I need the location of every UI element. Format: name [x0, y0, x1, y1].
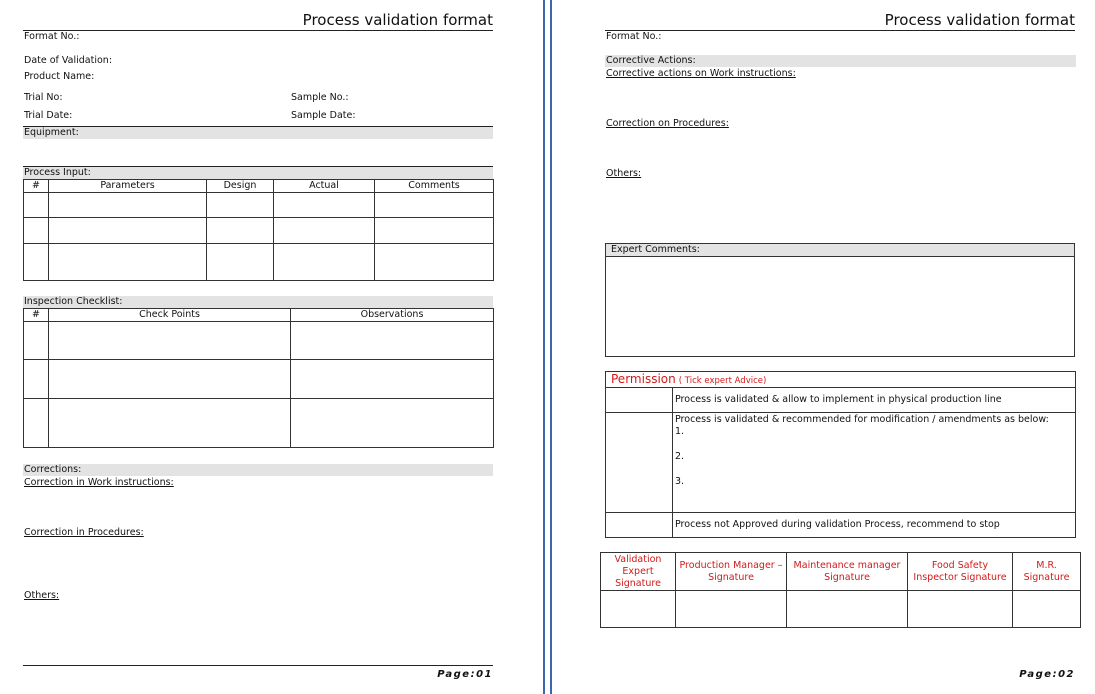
signature-cell[interactable] [676, 591, 787, 628]
list-item: 2. [675, 451, 685, 462]
permission-header [606, 372, 1076, 388]
sample-no-label: Sample No.: [291, 92, 349, 103]
inspection-table [23, 308, 494, 448]
page-title: Process validation format [302, 11, 493, 29]
equipment-label: Equipment: [24, 127, 79, 138]
tick-cell[interactable] [606, 388, 673, 413]
signature-header: Maintenance manager Signature [787, 553, 908, 591]
permission-option: Process is validated & recommended for modification / amendments as below: [675, 414, 1049, 425]
signature-cell[interactable] [908, 591, 1013, 628]
corrections-bar [23, 464, 493, 476]
signature-header: Validation Expert Signature [601, 553, 676, 591]
product-name-label: Product Name: [24, 71, 95, 82]
table-row [606, 413, 1076, 513]
footer-rule [23, 665, 493, 666]
process-input-label: Process Input: [24, 167, 91, 178]
corrective-actions-label: Corrective Actions: [606, 55, 696, 66]
permission-sub: ( Tick expert Advice) [678, 375, 767, 386]
correction-procedures-label: Correction in Procedures: [24, 527, 144, 538]
others-label: Others: [606, 168, 642, 179]
table-row [24, 193, 494, 218]
permission-option: Process not Approved during validation Process, recommend to stop [673, 513, 1076, 538]
column-header: Parameters [49, 180, 207, 193]
table-row [24, 244, 494, 281]
column-header: # [24, 180, 49, 193]
table-row [601, 591, 1081, 628]
correction-work-label: Correction in Work instructions: [24, 477, 174, 488]
tick-cell[interactable] [606, 513, 673, 538]
signature-header: M.R. Signature [1013, 553, 1081, 591]
page-divider [543, 0, 545, 694]
table-row [24, 322, 494, 360]
signature-cell[interactable] [787, 591, 908, 628]
process-input-table [23, 179, 494, 281]
table-row [24, 399, 494, 448]
column-header: Design [207, 180, 274, 193]
format-no-label: Format No.: [606, 31, 662, 42]
expert-comments-box [605, 243, 1075, 357]
sample-date-label: Sample Date: [291, 110, 356, 121]
permission-heading: Permission [611, 371, 676, 386]
table-row [606, 513, 1076, 538]
equipment-bar [23, 127, 493, 139]
date-of-validation-label: Date of Validation: [24, 55, 113, 66]
table-row [24, 218, 494, 244]
signature-header: Food Safety Inspector Signature [908, 553, 1013, 591]
title-rule [23, 30, 493, 31]
column-header: Actual [274, 180, 375, 193]
title-rule [605, 30, 1075, 31]
list-item: 3. [675, 476, 685, 487]
list-item: 1. [675, 426, 685, 437]
page-number: Page:02 [1019, 669, 1075, 680]
corrections-label: Corrections: [24, 464, 82, 475]
inspection-label: Inspection Checklist: [24, 296, 123, 307]
column-header: Observations [291, 309, 494, 322]
permission-table [605, 371, 1076, 538]
column-header: Check Points [49, 309, 291, 322]
table-row [24, 360, 494, 399]
table-row [606, 388, 1076, 413]
others-label: Others: [24, 590, 60, 601]
trial-date-label: Trial Date: [24, 110, 73, 121]
permission-option: Process is validated & allow to implement in physical production line [673, 388, 1076, 413]
process-input-bar [23, 166, 493, 179]
page-1 [0, 0, 540, 694]
page-number: Page:01 [437, 669, 493, 680]
column-header: # [24, 309, 49, 322]
trial-no-label: Trial No: [24, 92, 63, 103]
permission-option-cell [673, 413, 1076, 513]
column-header: Comments [375, 180, 494, 193]
correction-procedures-label: Correction on Procedures: [606, 118, 729, 129]
expert-comments-label: Expert Comments: [606, 244, 1075, 257]
signature-cell[interactable] [1013, 591, 1081, 628]
corrective-work-label: Corrective actions on Work instructions: [606, 68, 796, 79]
tick-cell[interactable] [606, 413, 673, 513]
page-2 [550, 0, 1095, 694]
expert-comments-area[interactable] [606, 257, 1075, 357]
signature-cell[interactable] [601, 591, 676, 628]
format-no-label: Format No.: [24, 31, 80, 42]
signature-table [600, 552, 1081, 628]
signature-header: Production Manager – Signature [676, 553, 787, 591]
page-title: Process validation format [884, 11, 1075, 29]
